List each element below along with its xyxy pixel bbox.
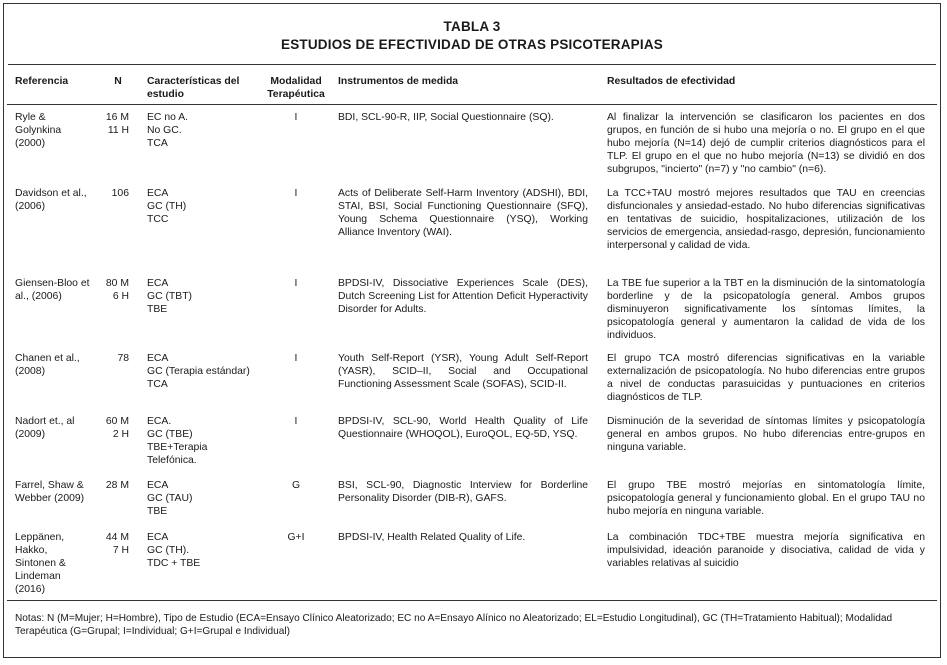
cell-line: (2000): [15, 137, 46, 149]
cell-line: Telefónica.: [147, 454, 197, 466]
cell-referencia: [15, 353, 105, 379]
cell-caracteristicas: [147, 532, 262, 571]
cell-line: Nadort et., al: [15, 416, 75, 427]
cell-referencia: [15, 480, 105, 506]
cell-line: 44 M: [105, 532, 129, 543]
cell-line: 16 M: [105, 112, 129, 123]
cell-line: Golynkina: [15, 124, 62, 136]
cell-line: (2009): [15, 428, 46, 440]
cell-line: 106: [111, 188, 129, 199]
cell-n: [101, 416, 129, 442]
cell-line: Leppänen,: [15, 532, 65, 543]
cell-line: (2006): [15, 200, 46, 212]
cell-n: [101, 112, 129, 138]
cell-caracteristicas: [147, 112, 262, 151]
cell-caracteristicas: [147, 416, 262, 468]
cell-instrumentos: BPDSI-IV, Health Related Quality of Life.: [338, 532, 526, 543]
header-instrumentos: Instrumentos de medida: [338, 76, 459, 87]
cell-instrumentos: Youth Self-Report (YSR), Young Adult Self-Report (YASR), SCID–II, Social and Occupational Functioning Assessment Scale (SOFAS), SCID-II.: [338, 353, 588, 390]
cell-line: GC (TBT): [147, 290, 193, 302]
cell-line: TCA: [147, 137, 168, 149]
header-modalidad-line: Terapéutica: [267, 88, 325, 100]
table-title: [4, 18, 940, 54]
cell-line: GC (TH): [147, 200, 187, 212]
cell-line: No GC.: [147, 124, 182, 136]
cell-caracteristicas: [147, 188, 262, 227]
cell-line: Chanen et al.,: [15, 353, 80, 364]
cell-line: 80 M: [105, 278, 129, 289]
cell-n: [101, 278, 129, 304]
cell-line: ECA: [147, 353, 169, 364]
header-modalidad-line: Modalidad: [270, 76, 322, 87]
cell-instrumentos: BPDSI-IV, SCL-90, World Health Quality of Life Questionnaire (WHOQOL), EuroQOL, EQ-5D, YSQ.: [338, 416, 588, 440]
cell-line: 6 H: [112, 290, 129, 302]
cell-instrumentos: BPDSI-IV, Dissociative Experiences Scale (DES), Dutch Screening List for Attention Deficit Hyperactivity Disorder for Adults.: [338, 278, 588, 315]
cell-line: (2008): [15, 365, 46, 377]
cell-line: 7 H: [112, 544, 129, 556]
cell-line: ECA: [147, 188, 169, 199]
cell-n: [101, 480, 129, 493]
cell-line: (2016): [15, 583, 46, 595]
cell-line: Giensen-Bloo et: [15, 278, 90, 289]
cell-modalidad: I: [294, 188, 298, 199]
cell-modalidad: I: [294, 416, 298, 427]
cell-resultados: El grupo TBE mostró mejorías en sintomatología límite, psicopatología general y funcionamiento global. En el grupo TAU no hubo mejoría en ninguna variable.: [607, 480, 925, 517]
cell-modalidad: I: [294, 353, 298, 364]
header-caracteristicas-line: estudio: [147, 88, 184, 100]
table-notes: Notas: N (M=Mujer; H=Hombre), Tipo de Estudio (ECA=Ensayo Clínico Aleatorizado; EC no A=Ensayo Alínico no Aleatorizado; EL=Estudio Longitudinal), GC (TH=Tratamiento Habitual); Modalidad Terapéutica (G=Grupal; I=Individual; G+I=Grupal e Individual): [15, 613, 893, 637]
cell-n: [101, 353, 129, 366]
cell-instrumentos: BSI, SCL-90, Diagnostic Interview for Borderline Personality Disorder (DIB-R), GAFS.: [338, 480, 588, 504]
cell-line: TCC: [147, 213, 169, 225]
cell-line: 28 M: [105, 480, 129, 491]
cell-line: ECA.: [147, 416, 172, 427]
header-caracteristicas: [147, 76, 262, 102]
cell-modalidad: G+I: [287, 532, 305, 543]
cell-n: [101, 188, 129, 201]
header-divider: [7, 104, 937, 105]
cell-resultados: El grupo TCA mostró diferencias significativas en la variable externalización de psicopatología. No hubo diferencias entre grupos a nivel de conductas parasuicidas y puntuaciones en criterios diagnósticos de TLP.: [607, 353, 925, 403]
cell-line: TDC + TBE: [147, 557, 201, 569]
cell-resultados: Disminución de la severidad de síntomas límites y psicopatología general en ambos grupos. No hubo diferencias entre-grupos en ninguna variable.: [607, 416, 925, 453]
cell-referencia: [15, 112, 105, 151]
cell-caracteristicas: [147, 278, 262, 317]
cell-resultados: La combinación TDC+TBE muestra mejoría significativa en impulsividad, ideación paranoide y disociativa, calidad de vida y variables relativas al suicidio: [607, 532, 925, 569]
cell-modalidad: G: [291, 480, 301, 491]
cell-line: al., (2006): [15, 290, 62, 302]
cell-line: 60 M: [105, 416, 129, 427]
cell-line: GC (TH).: [147, 544, 190, 556]
cell-line: GC (Terapia estándar): [147, 365, 250, 377]
cell-instrumentos: Acts of Deliberate Self-Harm Inventory (ADSHI), BDI, STAI, BSI, Social Functioning Questionnaire (SFQ), Young Schema Questionnaire (YSQ), Working Alliance Inventory (WAI).: [338, 188, 588, 238]
cell-line: Hakko,: [15, 544, 48, 556]
cell-caracteristicas: [147, 353, 262, 392]
cell-line: 78: [117, 353, 129, 364]
notes-divider: [7, 600, 937, 601]
header-modalidad: [262, 76, 330, 102]
cell-referencia: [15, 416, 105, 442]
cell-line: Webber (2009): [15, 492, 85, 504]
cell-resultados: La TBE fue superior a la TBT en la disminución de la sintomatología borderline y de la psicopatología general. Ambos grupos disminuyeron significativamente los síntomas límites, la psicopatología general y aumentaron la calidad de vida de los individuos.: [607, 278, 925, 341]
header-resultados: Resultados de efectividad: [607, 76, 736, 87]
cell-resultados: La TCC+TAU mostró mejores resultados que TAU en creencias disfuncionales y ansiedad-estado. No hubo diferencias significativas en tentativas de suicidio, hospitalizaciones, utilización de los servicios de emergencia, ansiedad-rasgo, depresión, funcionamiento interpersonal y calidad de vida.: [607, 188, 925, 251]
cell-line: GC (TBE): [147, 428, 193, 440]
cell-line: Davidson et al.,: [15, 188, 87, 199]
header-n: N: [114, 76, 122, 87]
cell-line: Sintonen &: [15, 557, 66, 569]
cell-line: TCA: [147, 378, 168, 390]
cell-line: Lindeman: [15, 570, 61, 582]
title-divider: [8, 64, 936, 65]
cell-line: TBE: [147, 303, 168, 315]
cell-referencia: [15, 532, 105, 597]
cell-line: Farrel, Shaw &: [15, 480, 84, 491]
cell-referencia: [15, 188, 105, 214]
cell-line: 2 H: [112, 428, 129, 440]
cell-line: GC (TAU): [147, 492, 193, 504]
header-caracteristicas-line: Características del: [147, 76, 240, 87]
cell-line: TBE+Terapia: [147, 441, 208, 453]
cell-line: ECA: [147, 532, 169, 543]
cell-line: ECA: [147, 480, 169, 491]
cell-line: 11 H: [107, 124, 129, 136]
table-caption: ESTUDIOS DE EFECTIVIDAD DE OTRAS PSICOTERAPIAS: [281, 37, 663, 52]
cell-instrumentos: BDI, SCL-90-R, IIP, Social Questionnaire (SQ).: [338, 112, 554, 123]
cell-n: [101, 532, 129, 558]
cell-line: ECA: [147, 278, 169, 289]
cell-modalidad: I: [294, 278, 298, 289]
cell-line: Ryle &: [15, 112, 46, 123]
cell-modalidad: I: [294, 112, 298, 123]
header-referencia: Referencia: [15, 76, 69, 87]
cell-line: EC no A.: [147, 112, 189, 123]
table-number: TABLA 3: [443, 19, 501, 34]
cell-referencia: [15, 278, 105, 304]
cell-caracteristicas: [147, 480, 262, 519]
cell-resultados: Al finalizar la intervención se clasificaron los pacientes en dos grupos, en función de si hubo una mejoría o no. El grupo en el que hubo mejoría (N=14) dejó de cumplir criterios diagnósticos para el TLP. El grupo en el que no hubo mejoría (N=13) se dividió en dos subgrupos, "incierto" (n=7) y "no cambio" (n=6).: [607, 112, 925, 175]
cell-line: TBE: [147, 505, 168, 517]
